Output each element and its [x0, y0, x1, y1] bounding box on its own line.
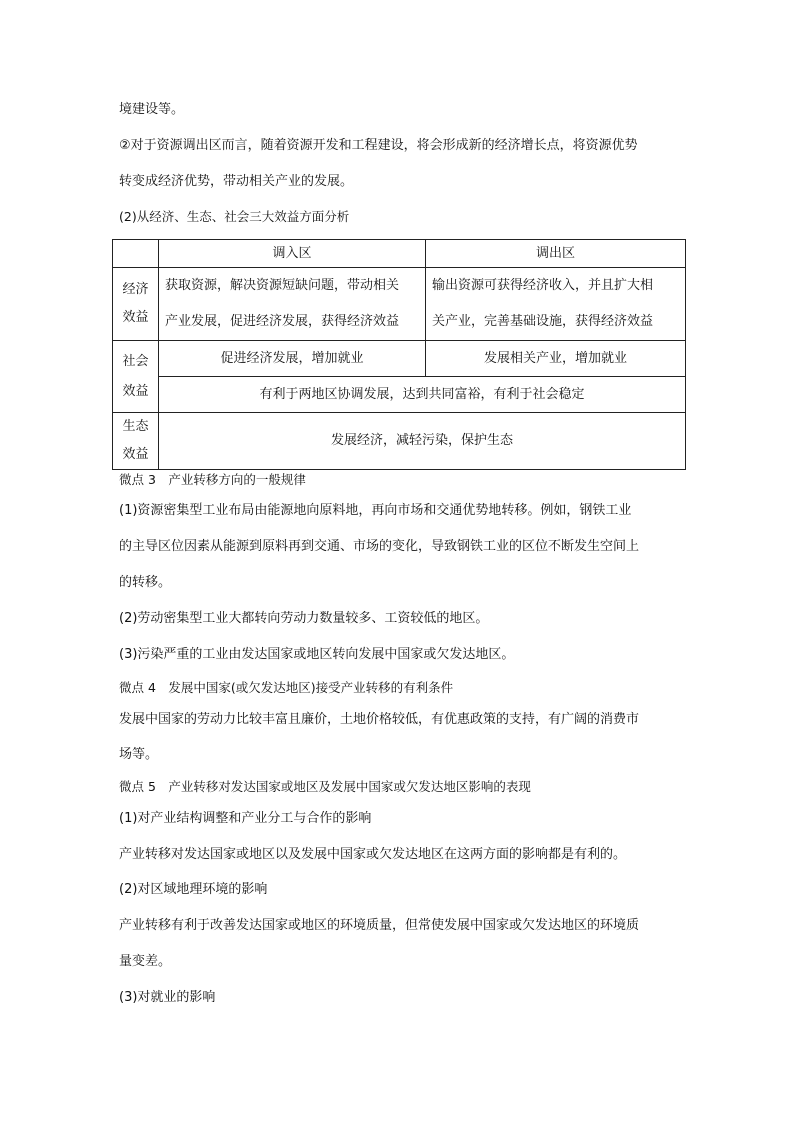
paragraph-line: (3)对就业的影响	[119, 990, 216, 1005]
paragraph-line: 量变差。	[119, 954, 172, 969]
table-row-social	[113, 341, 686, 377]
table-row-social-shared	[113, 377, 686, 413]
paragraph-line: 发展中国家的劳动力比较丰富且廉价，土地价格较低，有优惠政策的支持，有广阔的消费市	[119, 712, 640, 727]
column-header-inflow: 调入区	[159, 240, 426, 268]
social-outflow-cell: 发展相关产业，增加就业	[426, 341, 686, 377]
paragraph-line: 场等。	[119, 747, 159, 762]
economic-outflow-cell: 输出资源可获得经济收入，并且扩大相 关产业，完善基础设施，获得经济效益	[426, 268, 686, 341]
table-corner-cell	[113, 240, 159, 268]
paragraph-line: ②对于资源调出区而言，随着资源开发和工程建设，将会形成新的经济增长点，将资源优势	[119, 138, 638, 153]
table-row-economic	[113, 268, 686, 341]
social-shared-cell: 有利于两地区协调发展，达到共同富裕，有利于社会稳定	[159, 377, 686, 413]
column-header-outflow: 调出区	[426, 240, 686, 268]
social-inflow-cell: 促进经济发展，增加就业	[159, 341, 426, 377]
paragraph-line: 转变成经济优势，带动相关产业的发展。	[119, 174, 354, 189]
subsection-heading: (2)从经济、生态、社会三大效益方面分析	[119, 209, 350, 224]
paragraph-line: (2)劳动密集型工业大都转向劳动力数量较多、工资较低的地区。	[119, 611, 489, 626]
economic-inflow-cell: 获取资源，解决资源短缺问题，带动相关 产业发展，促进经济发展，获得经济效益	[159, 268, 426, 341]
paragraph-line: (1)对产业结构调整和产业分工与合作的影响	[119, 811, 372, 826]
section-heading-point5: 微点 5 产业转移对发达国家或地区及发展中国家或欠发达地区影响的表现	[119, 779, 531, 794]
paragraph-line: 产业转移有利于改善发达国家或地区的环境质量，但常使发展中国家或欠发达地区的环境质	[119, 918, 640, 933]
row-label-ecological: 生态 效益	[113, 413, 159, 470]
section-heading-point4: 微点 4 发展中国家(或欠发达地区)接受产业转移的有利条件	[119, 680, 454, 695]
paragraph-line: (2)对区域地理环境的影响	[119, 882, 268, 897]
table-header-row	[113, 240, 686, 268]
paragraph-line: 境建设等。	[119, 102, 185, 117]
paragraph-line: 产业转移对发达国家或地区以及发展中国家或欠发达地区在这两方面的影响都是有利的。	[119, 847, 627, 862]
paragraph-line: (3)污染严重的工业由发达国家或地区转向发展中国家或欠发达地区。	[119, 647, 515, 662]
paragraph-line: 的转移。	[119, 575, 172, 590]
section-heading-point3: 微点 3 产业转移方向的一般规律	[119, 472, 306, 487]
ecological-shared-cell: 发展经济，减轻污染，保护生态	[159, 413, 686, 470]
row-label-social: 社会 效益	[113, 341, 159, 413]
benefits-comparison-table	[112, 239, 686, 470]
table-row-ecological	[113, 413, 686, 470]
paragraph-line: (1)资源密集型工业布局由能源地向原料地，再向市场和交通优势地转移。例如，钢铁工业	[119, 503, 632, 518]
row-label-economic: 经济 效益	[113, 268, 159, 341]
paragraph-line: 的主导区位因素从能源到原料再到交通、市场的变化，导致钢铁工业的区位不断发生空间上	[119, 539, 640, 554]
